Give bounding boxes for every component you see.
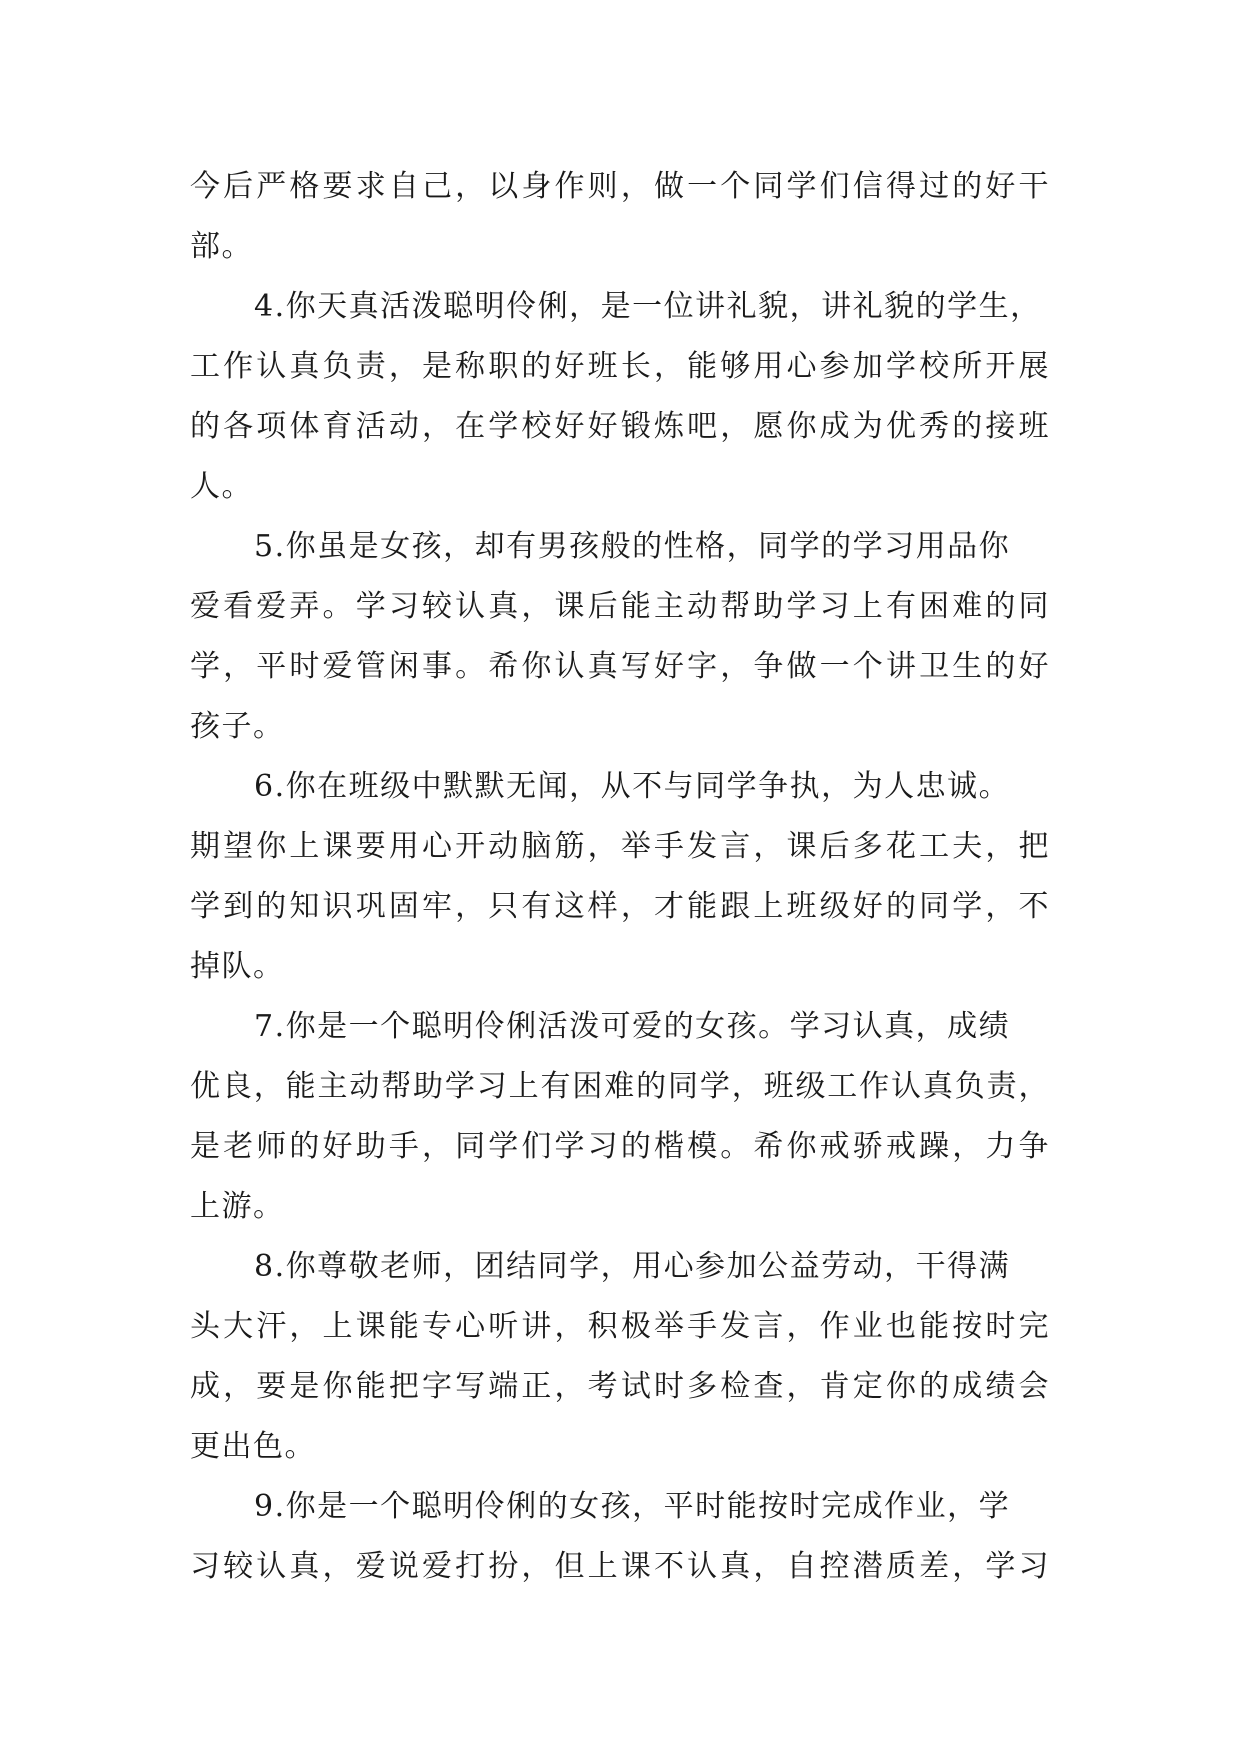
text-line: 爱看爱弄。学习较认真，课后能主动帮助学习上有困难的同 xyxy=(190,589,1050,624)
text-line: 上游。 xyxy=(190,1189,285,1224)
text-line: 今后严格要求自己，以身作则，做一个同学们信得过的好干 xyxy=(190,169,1050,204)
text-line: 是老师的好助手，同学们学习的楷模。希你戒骄戒躁，力争 xyxy=(190,1129,1050,1164)
text-line: 成，要是你能把字写端正，考试时多检查，肯定你的成绩会 xyxy=(190,1369,1050,1404)
paragraph-comment-9 xyxy=(190,1477,1050,1597)
text-line: 学到的知识巩固牢，只有这样，才能跟上班级好的同学，不 xyxy=(190,889,1050,924)
paragraph-comment-8 xyxy=(190,1237,1050,1477)
text-line: 工作认真负责，是称职的好班长，能够用心参加学校所开展 xyxy=(190,349,1050,384)
document-body xyxy=(190,157,1050,1597)
text-line: 6.你在班级中默默无闻，从不与同学争执，为人忠诚。 xyxy=(254,769,1011,804)
text-line: 学，平时爱管闲事。希你认真写好字，争做一个讲卫生的好 xyxy=(190,649,1050,684)
text-line: 人。 xyxy=(190,469,253,504)
text-line: 期望你上课要用心开动脑筋，举手发言，课后多花工夫，把 xyxy=(190,829,1050,864)
text-line: 5.你虽是女孩，却有男孩般的性格，同学的学习用品你 xyxy=(254,529,1011,564)
text-line: 9.你是一个聪明伶俐的女孩，平时能按时完成作业，学 xyxy=(254,1489,1011,1524)
text-line: 优良，能主动帮助学习上有困难的同学，班级工作认真负责， xyxy=(190,1069,1050,1104)
text-line: 掉队。 xyxy=(190,949,285,984)
text-line: 习较认真，爱说爱打扮，但上课不认真，自控潜质差，学习 xyxy=(190,1549,1050,1584)
text-line: 部。 xyxy=(190,229,253,264)
text-line: 头大汗，上课能专心听讲，积极举手发言，作业也能按时完 xyxy=(190,1309,1050,1344)
text-line: 4.你天真活泼聪明伶俐，是一位讲礼貌，讲礼貌的学生， xyxy=(254,289,1042,324)
text-line: 孩子。 xyxy=(190,709,285,744)
text-line: 更出色。 xyxy=(190,1429,316,1464)
paragraph-continued xyxy=(190,157,1050,277)
paragraph-comment-5 xyxy=(190,517,1050,757)
paragraph-comment-6 xyxy=(190,757,1050,997)
paragraph-comment-4 xyxy=(190,277,1050,517)
text-line: 7.你是一个聪明伶俐活泼可爱的女孩。学习认真，成绩 xyxy=(254,1009,1011,1044)
paragraph-comment-7 xyxy=(190,997,1050,1237)
text-line: 的各项体育活动，在学校好好锻炼吧，愿你成为优秀的接班 xyxy=(190,409,1050,444)
text-line: 8.你尊敬老师，团结同学，用心参加公益劳动，干得满 xyxy=(254,1249,1011,1284)
